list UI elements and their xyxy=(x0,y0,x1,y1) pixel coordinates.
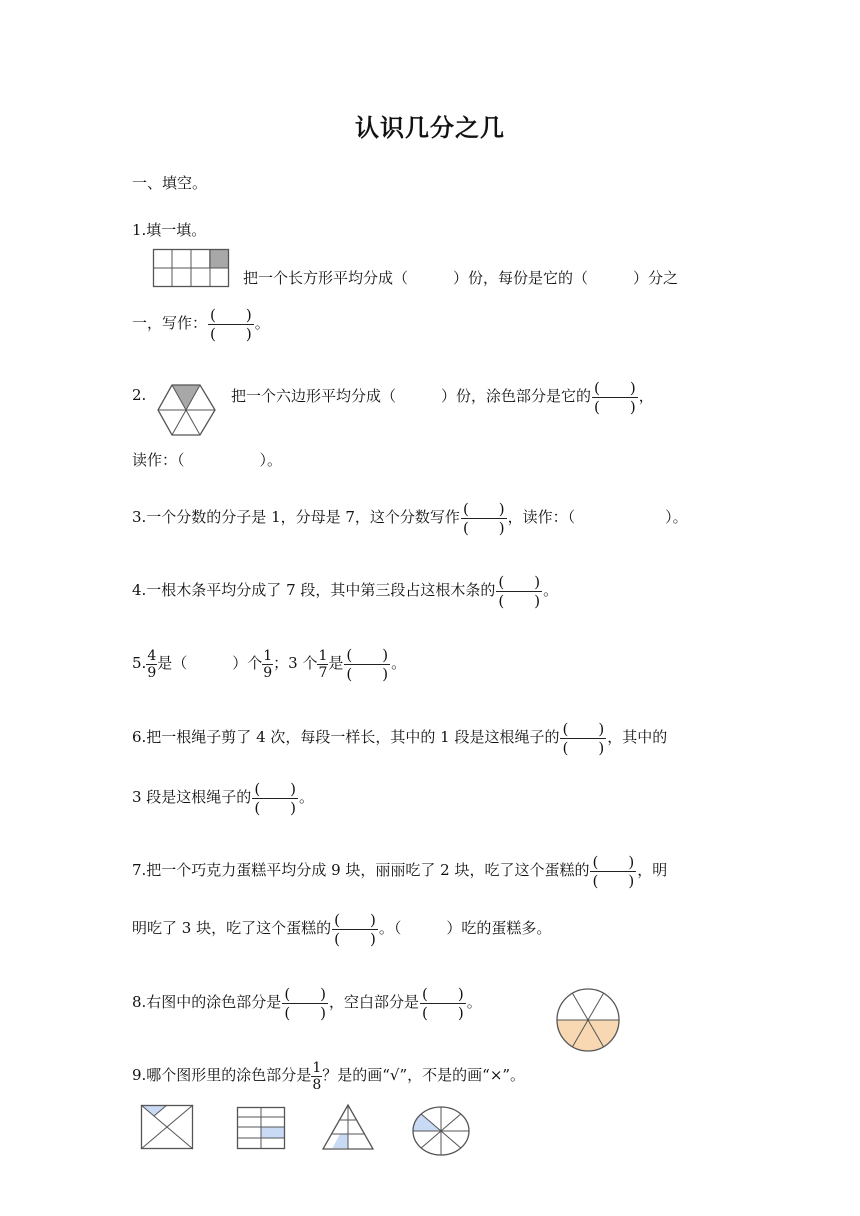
q3: 3.一个分数的分子是 1，分母是 7，这个分数写作 $\frac{( )}{( )}$ ，读作：（ ）。 xyxy=(132,499,688,537)
q5-fraction-4-9: $\frac{4}{9}$ xyxy=(147,647,157,681)
q6-fraction-blank-2[interactable]: $\frac{( )}{( )}$ xyxy=(254,779,297,817)
q8-fraction-blank-1[interactable]: $\frac{( )}{( )}$ xyxy=(284,984,327,1022)
q7-fraction-blank-2[interactable]: $\frac{( )}{( )}$ xyxy=(334,910,376,948)
q6-line2: 3 段是这根绳子的 $\frac{( )}{( )}$ 。 xyxy=(132,779,315,817)
q7-line2: 明吃了 3 块，吃了这个蛋糕的 $\frac{( )}{( )}$ 。（ ）吃的蛋糕多。 xyxy=(132,910,552,948)
q1-fraction-blank[interactable]: $\frac{( )}{( )}$ xyxy=(210,305,252,343)
q1-line2a: 一，写作： xyxy=(132,314,208,332)
q1-line2: 一，写作： $\frac{( )}{( )}$ 。 xyxy=(132,305,270,343)
q4-fraction-blank[interactable]: $\frac{( )}{( )}$ xyxy=(498,572,541,610)
option-square-figure[interactable] xyxy=(141,1105,193,1149)
q4: 4.一根木条平均分成了 7 段，其中第三段占这根木条的 $\frac{( )}{( )}$ 。 xyxy=(132,572,559,610)
q5: 5. $\frac{4}{9}$ 是（ ）个 $\frac{1}{9}$ ；3 个 $\frac{1}{7}$ 是 $\frac{( )}{( )}$ 。 xyxy=(132,645,407,683)
q6-fraction-blank-1[interactable]: $\frac{( )}{( )}$ xyxy=(562,719,605,757)
circle-sixths-figure xyxy=(553,985,623,1055)
q2-number: 2. xyxy=(132,386,147,404)
q8: 8.右图中的涂色部分是 $\frac{( )}{( )}$ ，空白部分是 $\frac{( )}{( )}$ 。 xyxy=(132,984,482,1022)
q7-line1: 7.把一个巧克力蛋糕平均分成 9 块，丽丽吃了 2 块，吃了这个蛋糕的 $\frac{( )}{( )}$ ，明 xyxy=(132,852,668,890)
hexagon-figure xyxy=(157,384,217,436)
q7-fraction-blank-1[interactable]: $\frac{( )}{( )}$ xyxy=(592,852,635,890)
q5-fraction-blank[interactable]: $\frac{( )}{( )}$ xyxy=(346,645,389,683)
q8-fraction-blank-2[interactable]: $\frac{( )}{( )}$ xyxy=(422,984,464,1022)
q5-fraction-1-7: $\frac{1}{7}$ xyxy=(318,647,328,681)
q9: 9.哪个图形里的涂色部分是 $\frac{1}{8}$ ？是的画“√”，不是的画“×”。 xyxy=(132,1059,526,1093)
q9-fraction-1-8: $\frac{1}{8}$ xyxy=(312,1059,322,1093)
q2-fraction-blank[interactable]: $\frac{( )}{( )}$ xyxy=(594,378,636,416)
q2-line1: 把一个六边形平均分成（ ）份，涂色部分是它的 $\frac{( )}{( )}$ ， xyxy=(231,378,654,416)
option-triangle-figure[interactable] xyxy=(322,1104,374,1150)
q6-line1: 6.把一根绳子剪了 4 次，每段一样长，其中的 1 段是这根绳子的 $\frac{( )}{( )}$ ，其中的 xyxy=(132,719,668,757)
rectangle-grid-figure xyxy=(153,249,229,287)
option-oval-figure[interactable] xyxy=(412,1106,470,1156)
option-rectangle-figure[interactable] xyxy=(237,1107,285,1149)
q1-heading: 1.填一填。 xyxy=(132,221,207,239)
section-heading: 一、填空。 xyxy=(132,174,208,192)
q5-fraction-1-9: $\frac{1}{9}$ xyxy=(263,647,273,681)
q2-line2: 读作：（ ）。 xyxy=(132,451,283,469)
page-title: 认识几分之几 xyxy=(355,114,505,142)
q3-fraction-blank[interactable]: $\frac{( )}{( )}$ xyxy=(462,499,505,537)
q1-line1: 把一个长方形平均分成（ ）份，每份是它的（ ）分之 xyxy=(243,269,679,287)
